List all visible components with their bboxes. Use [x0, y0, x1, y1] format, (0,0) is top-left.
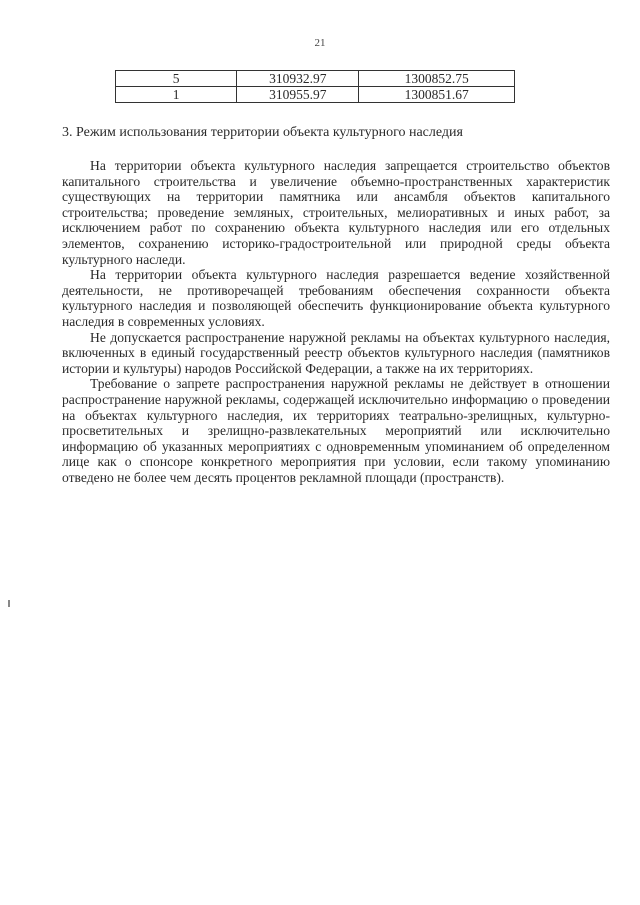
paragraph-advertising-exception: Требование о запрете распространения наружной рекламы не действует в отношении распространение наружной рекламы, содержащей исключительно информацию о проведении на объектах культурного наследия, их территориях театрально-зрелищных, культурно-просветительных и зрелищно-развлекательных мероприятий или исключительно информацию об указанных мероприятиях с одновременным упоминанием об определенном лице как о спонсоре конкретного мероприятия при условии, если такому упоминанию отведено не более чем десять процентов рекламной площади (пространств).	[62, 376, 610, 485]
paragraph-economic-activity: На территории объекта культурного наследия разрешается ведение хозяйственной деятельности, не противоречащей требованиям обеспечения сохранности объекта культурного наследия и позволяющей обеспечить функционирование объекта культурного наследия в современных условиях.	[62, 267, 610, 329]
y-coordinate-cell: 1300852.75	[359, 71, 515, 87]
margin-mark	[8, 600, 10, 607]
x-coordinate-cell: 310932.97	[237, 71, 359, 87]
point-number-cell: 5	[116, 71, 237, 87]
section-heading: 3. Режим использования территории объекта культурного наследия	[62, 125, 463, 140]
coordinates-table	[115, 70, 515, 103]
section-body	[62, 158, 610, 485]
y-coordinate-cell: 1300851.67	[359, 87, 515, 103]
table-row	[116, 87, 515, 103]
point-number-cell: 1	[116, 87, 237, 103]
x-coordinate-cell: 310955.97	[237, 87, 359, 103]
paragraph-construction-ban: На территории объекта культурного наследия запрещается строительство объектов капитального строительства и увеличение объемно-пространственных характеристик существующих на территории памятника или ансамбля объектов капитального строительства; проведение земляных, строительных, мелиоративных и иных работ, за исключением работ по сохранению объекта культурного наследия или его отдельных элементов, сохранению историко-градостроительной или природной среды объекта культурного наследи.	[62, 158, 610, 267]
table-row	[116, 71, 515, 87]
paragraph-advertising-ban: Не допускается распространение наружной рекламы на объектах культурного наследия, включенных в единый государственный реестр объектов культурного наследия (памятников истории и культуры) народов Российской Федерации, а также на их территориях.	[62, 329, 610, 376]
page-number: 21	[314, 37, 326, 49]
